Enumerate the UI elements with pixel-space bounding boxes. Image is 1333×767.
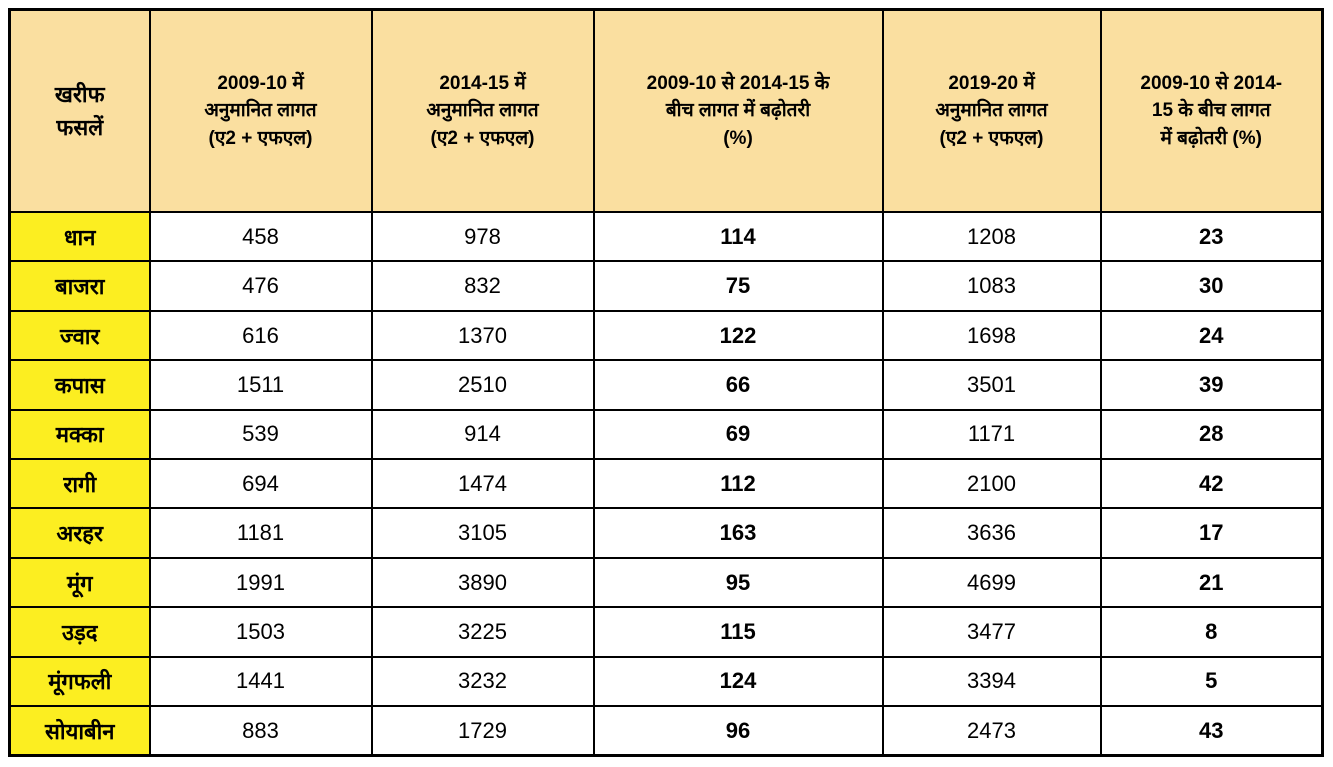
column-header-cost-2019-20-line2: अनुमानित लागत [935,100,1048,122]
cell-cost-2009-10: 1991 [150,558,372,607]
cell-cost-2014-15: 3890 [372,558,594,607]
table-row [10,607,1323,656]
cell-crop: मूंग [10,558,150,607]
table-row [10,410,1323,459]
cell-cost-2014-15: 3225 [372,607,594,656]
column-header-cost-2009-10-line2: अनुमानित लागत [204,100,317,122]
cell-crop: कपास [10,360,150,409]
table-header [10,10,1323,213]
cell-increase-2014-2019: 8 [1101,607,1323,656]
table-row [10,360,1323,409]
cell-crop: ज्वार [10,311,150,360]
cell-increase-2014-2019: 24 [1101,311,1323,360]
cell-cost-2009-10: 1441 [150,657,372,706]
cell-crop: रागी [10,459,150,508]
column-header-increase-2009-2014-line2: बीच लागत में बढ़ोतरी [665,100,811,122]
column-header-cost-2014-15-line1: 2014-15 में [439,72,526,94]
cell-increase-2009-2014: 163 [594,508,883,557]
cell-cost-2009-10: 458 [150,212,372,261]
table-row [10,706,1323,755]
cell-increase-2014-2019: 43 [1101,706,1323,755]
column-header-increase-2014-2019-line1: 2009-10 से 2014- [1140,72,1283,94]
table-body [10,212,1323,756]
cell-increase-2009-2014: 124 [594,657,883,706]
cell-increase-2014-2019: 42 [1101,459,1323,508]
cell-cost-2019-20: 3636 [883,508,1101,557]
column-header-cost-2009-10-line3: (ए2 + एफएल) [208,127,313,149]
cell-crop: सोयाबीन [10,706,150,755]
header-row [10,10,1323,213]
column-header-crop-line1: खरीफ [54,82,105,107]
cell-cost-2019-20: 3501 [883,360,1101,409]
cell-cost-2014-15: 1370 [372,311,594,360]
cell-crop: उड़द [10,607,150,656]
cell-cost-2009-10: 616 [150,311,372,360]
cell-increase-2009-2014: 96 [594,706,883,755]
column-header-cost-2014-15-line2: अनुमानित लागत [426,100,539,122]
cell-increase-2009-2014: 66 [594,360,883,409]
table-row [10,459,1323,508]
cell-cost-2014-15: 914 [372,410,594,459]
table-row [10,657,1323,706]
cell-increase-2014-2019: 17 [1101,508,1323,557]
table-row [10,261,1323,310]
column-header-cost-2019-20-line1: 2019-20 में [948,72,1035,94]
column-header-cost-2019-20-line3: (ए2 + एफएल) [939,127,1044,149]
cell-increase-2009-2014: 122 [594,311,883,360]
cell-crop: मक्का [10,410,150,459]
cell-cost-2019-20: 4699 [883,558,1101,607]
cell-cost-2019-20: 2473 [883,706,1101,755]
cell-cost-2009-10: 1511 [150,360,372,409]
cell-cost-2014-15: 1729 [372,706,594,755]
cell-cost-2009-10: 694 [150,459,372,508]
cell-cost-2019-20: 3477 [883,607,1101,656]
table-row [10,212,1323,261]
column-header-cost-2019-20 [883,10,1101,213]
cell-cost-2014-15: 3232 [372,657,594,706]
cell-increase-2009-2014: 114 [594,212,883,261]
column-header-increase-2014-2019 [1101,10,1323,213]
column-header-crop-line2: फसलें [56,115,104,140]
cell-cost-2014-15: 1474 [372,459,594,508]
cell-increase-2009-2014: 75 [594,261,883,310]
cell-cost-2009-10: 1503 [150,607,372,656]
column-header-increase-2014-2019-line3: में बढ़ोतरी (%) [1160,127,1262,149]
cell-increase-2014-2019: 28 [1101,410,1323,459]
cell-cost-2014-15: 832 [372,261,594,310]
table-row [10,558,1323,607]
cell-crop: अरहर [10,508,150,557]
cell-cost-2019-20: 3394 [883,657,1101,706]
cell-cost-2014-15: 2510 [372,360,594,409]
cell-cost-2014-15: 978 [372,212,594,261]
column-header-cost-2014-15 [372,10,594,213]
cell-increase-2009-2014: 112 [594,459,883,508]
column-header-increase-2014-2019-line2: 15 के बीच लागत [1151,100,1271,122]
column-header-cost-2014-15-line3: (ए2 + एफएल) [430,127,535,149]
cell-increase-2014-2019: 23 [1101,212,1323,261]
column-header-cost-2009-10-line1: 2009-10 में [217,72,304,94]
column-header-cost-2009-10 [150,10,372,213]
cell-cost-2014-15: 3105 [372,508,594,557]
cell-crop: धान [10,212,150,261]
column-header-crop [10,10,150,213]
cell-increase-2009-2014: 115 [594,607,883,656]
cell-cost-2019-20: 1208 [883,212,1101,261]
cell-increase-2014-2019: 39 [1101,360,1323,409]
cell-crop: मूंगफली [10,657,150,706]
cell-cost-2009-10: 539 [150,410,372,459]
cell-increase-2009-2014: 95 [594,558,883,607]
table-row [10,508,1323,557]
cell-cost-2019-20: 1171 [883,410,1101,459]
cell-increase-2014-2019: 5 [1101,657,1323,706]
cell-crop: बाजरा [10,261,150,310]
cell-cost-2019-20: 2100 [883,459,1101,508]
cell-increase-2014-2019: 21 [1101,558,1323,607]
column-header-increase-2009-2014 [594,10,883,213]
column-header-increase-2009-2014-line1: 2009-10 से 2014-15 के [646,72,830,94]
kharif-crop-cost-table [8,8,1324,757]
table-row [10,311,1323,360]
cell-increase-2009-2014: 69 [594,410,883,459]
cell-cost-2019-20: 1083 [883,261,1101,310]
cell-increase-2014-2019: 30 [1101,261,1323,310]
column-header-increase-2009-2014-line3: (%) [723,127,753,149]
cell-cost-2009-10: 1181 [150,508,372,557]
cell-cost-2009-10: 883 [150,706,372,755]
cell-cost-2019-20: 1698 [883,311,1101,360]
cell-cost-2009-10: 476 [150,261,372,310]
